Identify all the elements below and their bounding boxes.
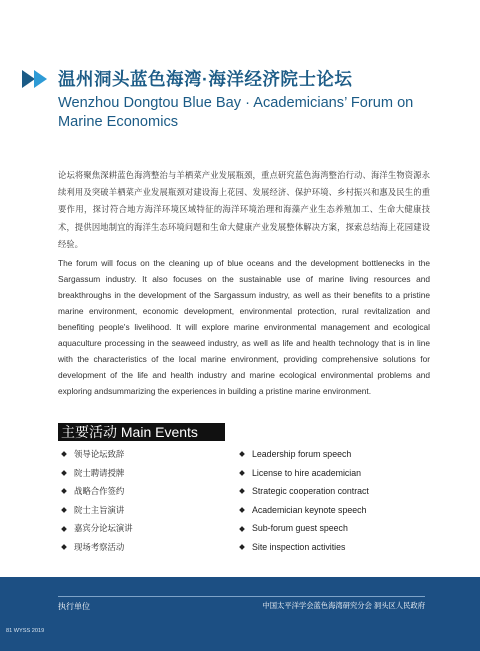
page-number: 81 WYSS 2019: [6, 628, 45, 634]
diamond-bullet-icon: [61, 451, 67, 457]
diamond-bullet-icon: [239, 544, 245, 550]
footer-organizers: 中国太平洋学会蓝色海湾研究分会 洞头区人民政府: [262, 601, 425, 610]
page-title-en: Wenzhou Dongtou Blue Bay · Academicians’ Forum on Marine Economics: [58, 95, 414, 130]
events-list-zh: [58, 445, 228, 557]
diamond-bullet-icon: [61, 470, 67, 476]
list-item: [236, 482, 436, 501]
list-item: [236, 501, 436, 520]
intro-paragraph-en: The forum will focus on the cleaning up of blue oceans and the development bottlenecks in the Sargassum industry. It also focuses on the sustainable use of marine living resources and breakthroughs in the development of the Sargassum industry, as well as their benefits to a pristine marine environment, economic development, environmental protection, rural revitalization and benefiting people's livelihood. It will explore marine environmental management and ecological aquaculture processing in the seaweed industry, as well as life and health technology that is in line with the characteristics of the local marine environment, providing comprehensive solutions for development of the life and health industry and marine ecological environmental problems and exploring andsummarizing the experiences in building a pristine marine environment.: [58, 258, 430, 396]
arrow-light-icon: [34, 70, 47, 88]
diamond-bullet-icon: [239, 526, 245, 532]
list-item-label: Sub-forum guest speech: [252, 523, 348, 534]
list-item-label: 现场考察活动: [74, 541, 125, 552]
diamond-bullet-icon: [239, 507, 245, 513]
list-item-label: 战略合作签约: [74, 486, 125, 497]
list-item: [58, 464, 228, 483]
arrow-dark-icon: [22, 70, 35, 88]
list-item-label: Leadership forum speech: [252, 449, 352, 459]
double-arrow-icon: [22, 70, 50, 88]
list-item: [236, 445, 436, 464]
list-item-label: 嘉宾分论坛演讲: [74, 523, 133, 534]
list-item-label: Academician keynote speech: [252, 504, 367, 515]
diamond-bullet-icon: [239, 470, 245, 476]
list-item-label: Site inspection activities: [252, 541, 346, 552]
page-title-zh: 温州洞头蓝色海湾·海洋经济院士论坛: [58, 69, 353, 89]
list-item: [58, 445, 228, 464]
events-list-en: [236, 445, 436, 557]
list-item: [58, 519, 228, 538]
diamond-bullet-icon: [61, 544, 67, 550]
diamond-bullet-icon: [239, 489, 245, 495]
list-item: [236, 538, 436, 557]
list-item-label: 领导论坛致辞: [74, 449, 125, 459]
footer-divider: [58, 596, 425, 597]
footer-band: [0, 577, 480, 651]
list-item: [58, 501, 228, 520]
list-item-label: License to hire academician: [252, 467, 362, 478]
list-item: [58, 538, 228, 557]
list-item-label: Strategic cooperation contract: [252, 486, 369, 497]
diamond-bullet-icon: [61, 507, 67, 513]
list-item-label: 院士聘请授牌: [74, 467, 125, 478]
list-item: [58, 482, 228, 501]
main-events-header: 主要活动 Main Events: [58, 423, 225, 441]
footer-label: 执行单位: [58, 602, 90, 611]
diamond-bullet-icon: [61, 526, 67, 532]
list-item-label: 院士主旨演讲: [74, 504, 125, 515]
diamond-bullet-icon: [239, 451, 245, 457]
list-item: [236, 464, 436, 483]
list-item: [236, 519, 436, 538]
intro-paragraph-zh: 论坛将聚焦深耕蓝色海湾整治与羊栖菜产业发展瓶颈，重点研究蓝色海湾整治行动、海洋生物资源永续利用及突破羊栖菜产业发展瓶颈对建设海上花园、发展经济、保护环境、乡村振兴和惠及民生的重要作用，探讨符合地方海洋环境区域特征的海洋环境治理和海藻产业生态养殖加工、生命大健康技术，提供因地制宜的海洋生态环境问题和生命大健康产业发展整体解决方案，探索总结海上花园建设经验。: [58, 170, 430, 249]
diamond-bullet-icon: [61, 489, 67, 495]
